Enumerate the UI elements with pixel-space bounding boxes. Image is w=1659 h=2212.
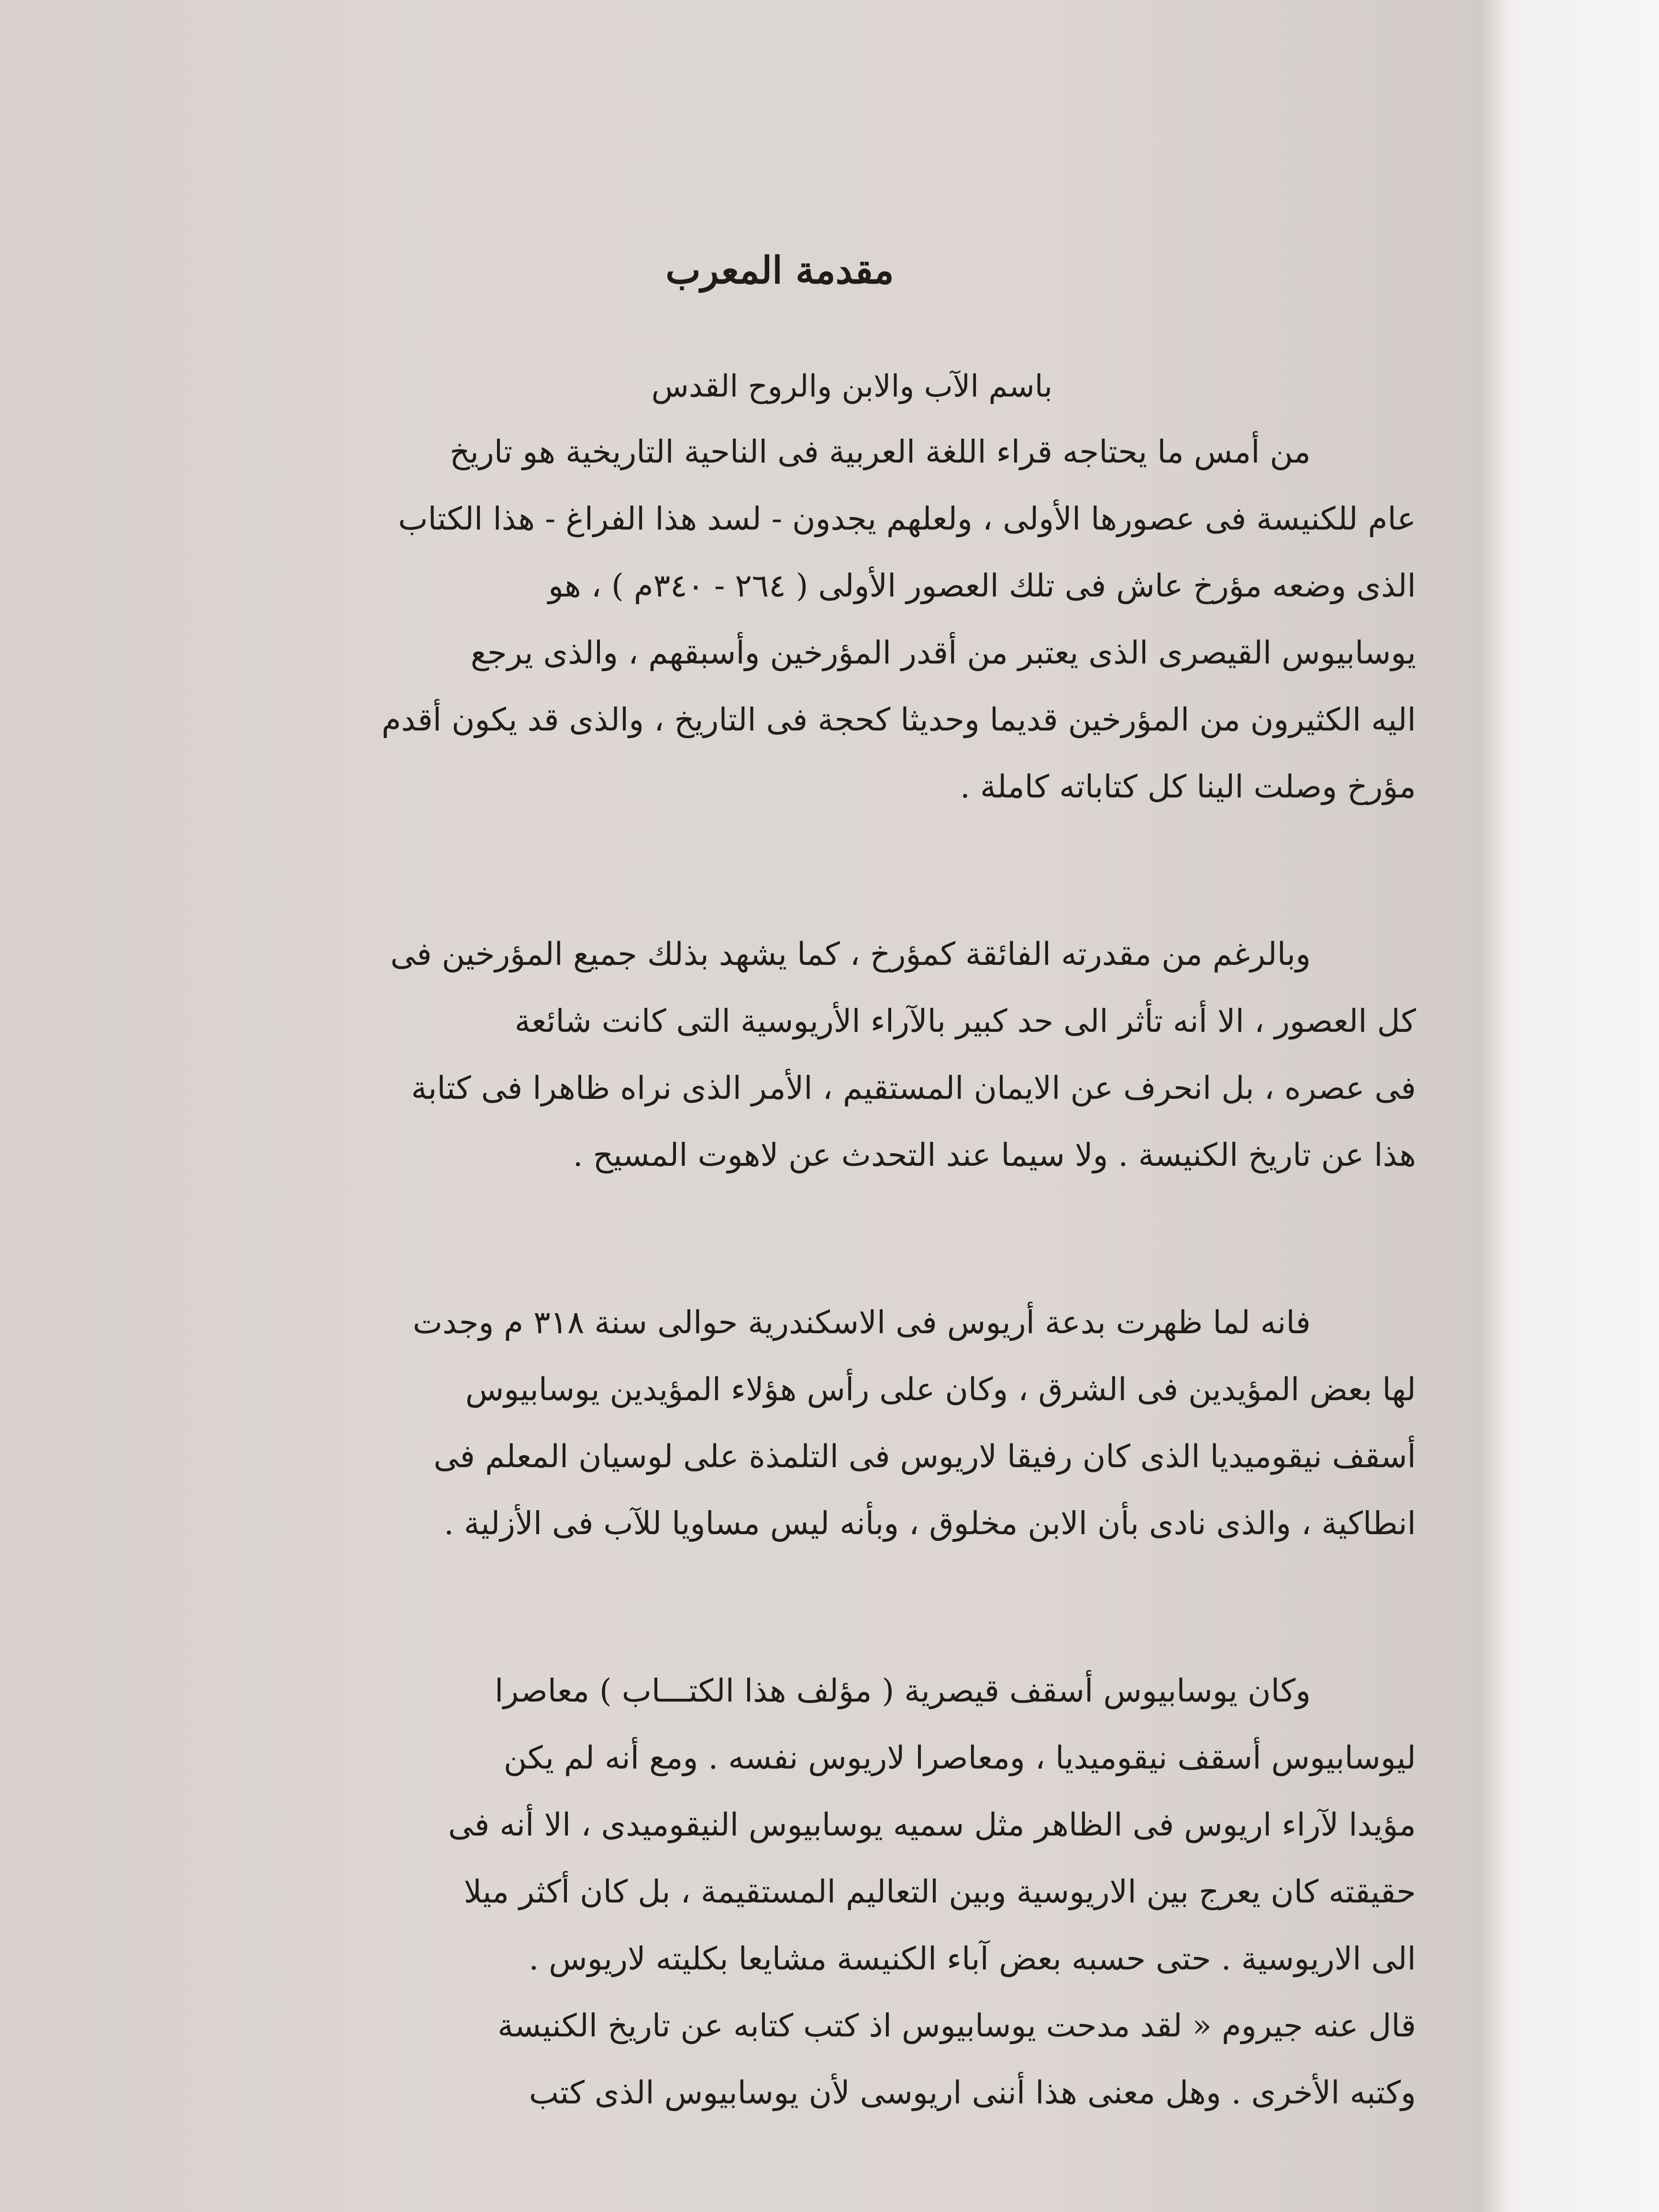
text-line: ليوسابيوس أسقف نيقوميديا ، ومعاصرا لاريوس نفسه . ومع أنه لم يكن <box>503 1739 1416 1776</box>
paragraph-2 <box>144 921 1416 1189</box>
text-line: وبالرغم من مقدرته الفائقة كمؤرخ ، كما يشهد بذلك جميع المؤرخين فى <box>390 936 1311 973</box>
text-line: فى عصره ، بل انحرف عن الايمان المستقيم ، الأمر الذى نراه ظاهرا فى كتابة <box>411 1070 1416 1106</box>
text-line: اليه الكثيرون من المؤرخين قديما وحديثا كحجة فى التاريخ ، والذى قد يكون أقدم <box>381 701 1416 738</box>
page-title: مقدمة المعرب <box>665 249 894 292</box>
paragraph-3 <box>144 1289 1416 1557</box>
text-line: لها بعض المؤيدين فى الشرق ، وكان على رأس هؤلاء المؤيدين يوسابيوس <box>465 1371 1416 1408</box>
text-line: من أمس ما يحتاجه قراء اللغة العربية فى الناحية التاريخية هو تاريخ <box>449 433 1311 470</box>
text-line: عام للكنيسة فى عصورها الأولى ، ولعلهم يجدون - لسد هذا الفراغ - هذا الكتاب <box>398 500 1416 537</box>
text-line: وكان يوسابيوس أسقف قيصرية ( مؤلف هذا الكتـــاب ) معاصرا <box>494 1672 1311 1709</box>
text-line: الذى وضعه مؤرخ عاش فى تلك العصور الأولى ( ٢٦٤ - ٣٤٠م ) ، هو <box>548 567 1416 604</box>
text-line: انطاكية ، والذى نادى بأن الابن مخلوق ، وبأنه ليس مساويا للآب فى الأزلية . <box>443 1505 1416 1542</box>
text-line: مؤرخ وصلت الينا كل كتاباته كاملة . <box>960 768 1416 805</box>
invocation-line: باسم الآب والابن والروح القدس <box>651 369 1052 404</box>
text-line: مؤيدا لآراء اريوس فى الظاهر مثل سميه يوسابيوس النيقوميدى ، الا أنه فى <box>448 1806 1416 1843</box>
paragraph-4 <box>144 1658 1416 2126</box>
text-line: وكتبه الأخرى . وهل معنى هذا أننى اريوسى لأن يوسابيوس الذى كتب <box>529 2074 1416 2111</box>
page-text <box>144 249 1416 2212</box>
next-page-edge <box>1478 0 1659 2212</box>
text-line: أسقف نيقوميديا الذى كان رفيقا لاريوس فى التلمذة على لوسيان المعلم فى <box>433 1438 1416 1475</box>
text-line: حقيقته كان يعرج بين الاريوسية وبين التعاليم المستقيمة ، بل كان أكثر ميلا <box>464 1873 1416 1910</box>
text-line: قال عنه جيروم « لقد مدحت يوسابيوس اذ كتب كتابه عن تاريخ الكنيسة <box>498 2007 1416 2044</box>
text-line: الى الاريوسية . حتى حسبه بعض آباء الكنيسة مشايعا بكليته لاريوس . <box>529 1940 1416 1977</box>
text-line: فانه لما ظهرت بدعة أريوس فى الاسكندرية حوالى سنة ٣١٨ م وجدت <box>412 1304 1311 1341</box>
text-line: كل العصور ، الا أنه تأثر الى حد كبير بالآراء الأريوسية التى كانت شائعة <box>514 1003 1416 1040</box>
paragraph-1 <box>144 419 1416 820</box>
text-line: هذا عن تاريخ الكنيسة . ولا سيما عند التحدث عن لاهوت المسيح . <box>573 1137 1416 1173</box>
text-line: يوسابيوس القيصرى الذى يعتبر من أقدر المؤرخين وأسبقهم ، والذى يرجع <box>470 634 1416 671</box>
